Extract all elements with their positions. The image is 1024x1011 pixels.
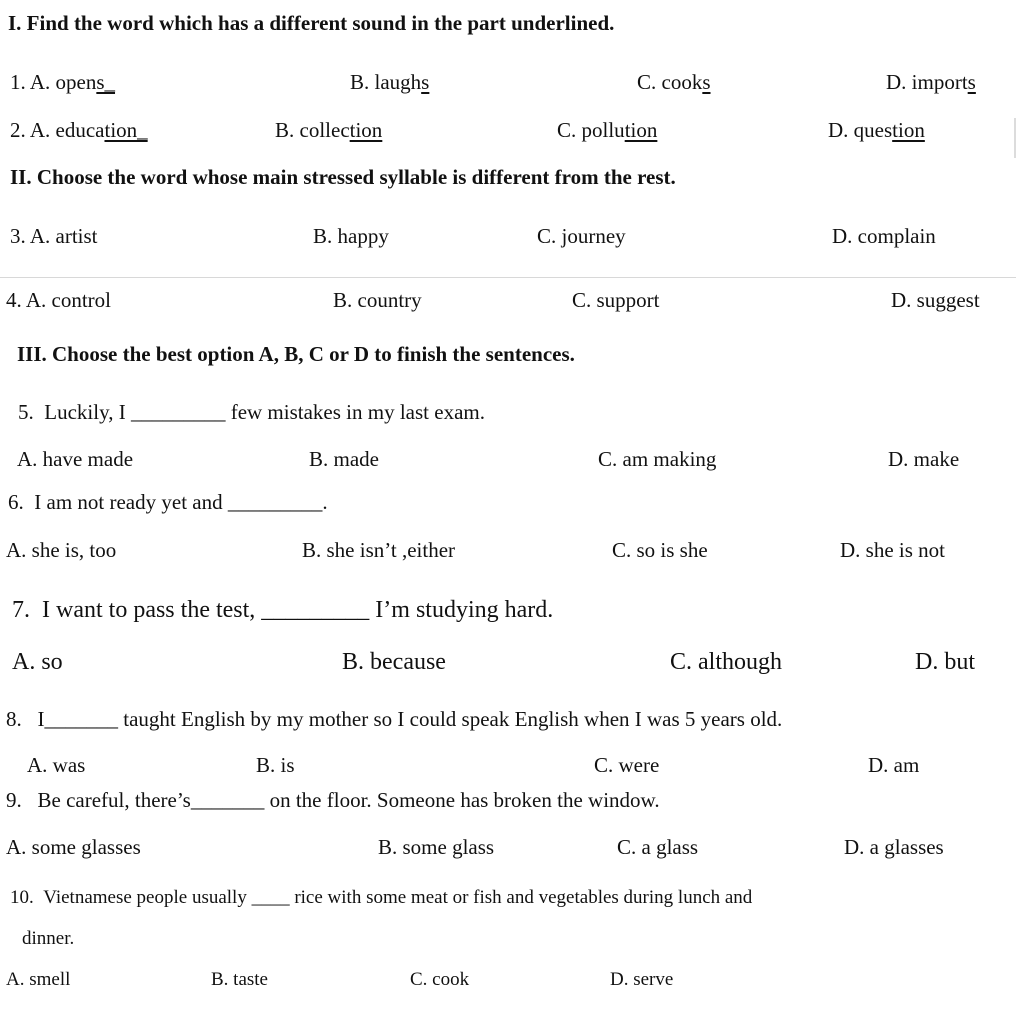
q10-option-c: C. cook xyxy=(410,969,470,990)
q1-option-d xyxy=(886,72,976,93)
q10-option-b: B. taste xyxy=(211,969,268,990)
q7-sentence xyxy=(12,598,553,622)
q7-option-d: D. but xyxy=(915,649,975,675)
q10-option-a: A. smell xyxy=(6,969,71,990)
q4-option-a: 4. A. control xyxy=(6,288,111,312)
q9-blank: _______ xyxy=(190,788,265,812)
q8-option-a: A. was xyxy=(27,753,86,777)
q9-text-before: Be careful, there’s xyxy=(37,788,191,812)
q2-option-a xyxy=(10,120,148,141)
q6-option-d: D. she is not xyxy=(840,538,945,562)
section-1-heading: I. Find the word which has a different sound in the part underlined. xyxy=(8,11,615,35)
q8-blank: _______ xyxy=(44,707,118,731)
q4-option-d: D. suggest xyxy=(891,288,980,312)
q1-a-stem: open xyxy=(55,70,97,94)
q1-b-stem: B. laugh xyxy=(350,70,422,94)
q10-blank: ____ xyxy=(251,887,290,908)
q2-a-underlined: tion_ xyxy=(104,118,148,142)
q1-number: 1. A. xyxy=(10,70,51,94)
q3-option-c: C. journey xyxy=(537,224,626,248)
q1-b-underlined: s xyxy=(421,70,430,94)
section-2-heading: II. Choose the word whose main stressed syllable is different from the rest. xyxy=(10,165,676,189)
q6-option-b: B. she isn’t ,either xyxy=(302,538,456,562)
q6-number: 6. xyxy=(8,490,24,514)
q2-c-underlined: tion xyxy=(624,118,658,142)
q1-c-underlined: s xyxy=(702,70,711,94)
q8-text-after: taught English by my mother so I could speak English when I was 5 years old. xyxy=(123,707,783,731)
q2-d-underlined: tion xyxy=(892,118,925,142)
q5-blank: _________ xyxy=(130,400,226,424)
q8-number: 8. xyxy=(6,707,22,731)
q7-option-c: C. although xyxy=(670,649,782,675)
q7-blank: _________ xyxy=(261,597,370,623)
q9-option-b: B. some glass xyxy=(378,835,495,859)
q8-option-b: B. is xyxy=(256,753,295,777)
q10-option-d: D. serve xyxy=(610,969,674,990)
q6-option-c: C. so is she xyxy=(612,538,708,562)
q8-option-d: D. am xyxy=(868,753,920,777)
q1-c-stem: C. cook xyxy=(637,70,703,94)
q1-option-b xyxy=(350,72,429,93)
q7-option-b: B. because xyxy=(342,649,446,675)
q10-sentence-continued: dinner. xyxy=(22,928,75,949)
q5-number: 5. xyxy=(18,400,34,424)
q1-option-c xyxy=(637,72,711,93)
q4-option-b: B. country xyxy=(333,288,422,312)
q6-sentence xyxy=(8,492,328,513)
q9-sentence xyxy=(6,790,660,811)
q6-text-after: . xyxy=(322,490,328,514)
q10-text-after: rice with some meat or fish and vegetables during lunch and xyxy=(294,887,753,908)
q2-option-b xyxy=(275,120,382,141)
q2-a-stem: 2. A. educa xyxy=(10,118,105,142)
q5-option-a: A. have made xyxy=(17,447,134,471)
q7-text-after: I’m studying hard. xyxy=(375,597,554,623)
q4-option-c: C. support xyxy=(572,288,660,312)
section-3-heading: III. Choose the best option A, B, C or D to finish the sentences. xyxy=(17,342,575,366)
q7-option-a: A. so xyxy=(12,649,63,675)
q2-b-stem: B. collec xyxy=(275,118,350,142)
q6-text-before: I am not ready yet and xyxy=(34,490,223,514)
q9-number: 9. xyxy=(6,788,22,812)
q8-text-before: I xyxy=(37,707,45,731)
q1-option-a xyxy=(10,72,115,93)
q1-a-underlined: s_ xyxy=(96,70,116,94)
q2-option-d xyxy=(828,120,925,141)
q8-sentence xyxy=(6,709,782,730)
q5-option-d: D. make xyxy=(888,447,960,471)
q1-d-underlined: s xyxy=(967,70,976,94)
q9-option-a: A. some glasses xyxy=(6,835,141,859)
q5-option-c: C. am making xyxy=(598,447,717,471)
q3-option-b: B. happy xyxy=(313,224,389,248)
q9-option-d: D. a glasses xyxy=(844,835,944,859)
q7-number: 7. xyxy=(12,597,30,623)
section-divider xyxy=(0,277,1016,278)
q5-text-before: Luckily, I xyxy=(44,400,126,424)
q2-c-stem: C. pollu xyxy=(557,118,625,142)
q10-number: 10. xyxy=(10,887,34,908)
q5-option-b: B. made xyxy=(309,447,379,471)
q3-option-d: D. complain xyxy=(832,224,936,248)
q2-d-stem: D. ques xyxy=(828,118,893,142)
q8-option-c: C. were xyxy=(594,753,660,777)
q5-sentence xyxy=(18,402,485,423)
q1-d-stem: D. import xyxy=(886,70,968,94)
q6-blank: _________ xyxy=(227,490,323,514)
q2-option-c xyxy=(557,120,657,141)
q10-text-before: Vietnamese people usually xyxy=(43,887,247,908)
q6-option-a: A. she is, too xyxy=(6,538,117,562)
q10-sentence xyxy=(10,888,752,907)
q3-option-a: 3. A. artist xyxy=(10,224,98,248)
q7-text-before: I want to pass the test, xyxy=(42,597,256,623)
q9-option-c: C. a glass xyxy=(617,835,699,859)
q5-text-after: few mistakes in my last exam. xyxy=(230,400,485,424)
page-edge-mark xyxy=(1014,118,1016,158)
q9-text-after: on the floor. Someone has broken the window. xyxy=(269,788,660,812)
q2-b-underlined: tion xyxy=(349,118,383,142)
